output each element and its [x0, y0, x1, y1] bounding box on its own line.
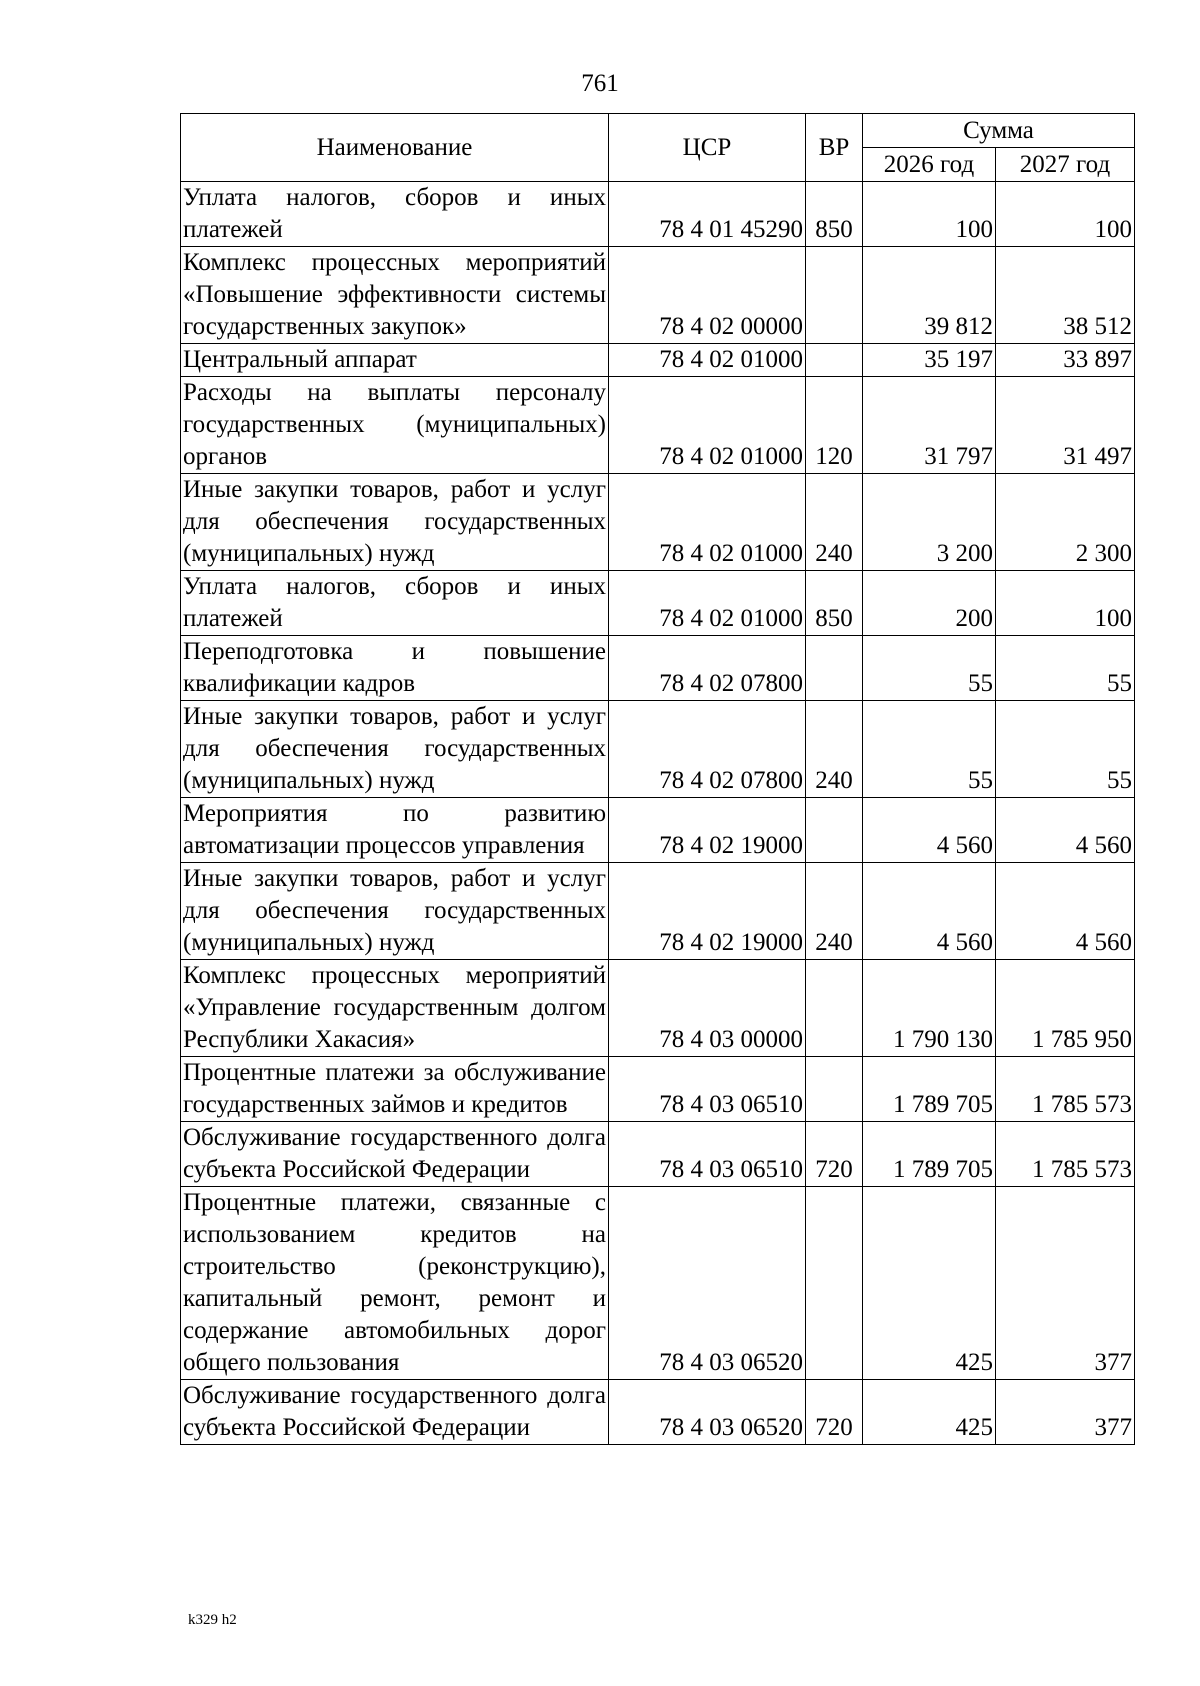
page-number: 761 — [581, 70, 619, 97]
row-sum-2027: 55 — [996, 636, 1135, 701]
row-sum-2026: 3 200 — [863, 474, 996, 571]
row-sum-2027: 377 — [996, 1187, 1135, 1380]
row-sum-2027: 1 785 573 — [996, 1057, 1135, 1122]
table-row — [181, 377, 1135, 474]
row-name: Уплата налогов, сборов и иных платежей — [181, 182, 609, 247]
row-sum-2027: 31 497 — [996, 377, 1135, 474]
row-sum-2026: 55 — [863, 636, 996, 701]
row-name: Процентные платежи, связанные с использованием кредитов на строительство (реконструкцию), капитальный ремонт, ремонт и содержание автомобильных дорог общего пользования — [181, 1187, 609, 1380]
row-vr: 240 — [806, 863, 863, 960]
row-vr: 850 — [806, 182, 863, 247]
row-csr: 78 4 02 07800 — [609, 701, 806, 798]
table-row — [181, 344, 1135, 377]
row-csr: 78 4 02 19000 — [609, 798, 806, 863]
row-vr: 240 — [806, 474, 863, 571]
row-name: Обслуживание государственного долга субъекта Российской Федерации — [181, 1380, 609, 1445]
row-vr — [806, 960, 863, 1057]
table-row — [181, 1122, 1135, 1187]
row-sum-2027: 100 — [996, 182, 1135, 247]
row-name: Процентные платежи за обслуживание государственных займов и кредитов — [181, 1057, 609, 1122]
row-sum-2026: 100 — [863, 182, 996, 247]
table-row — [181, 863, 1135, 960]
table-body — [181, 182, 1135, 1445]
row-sum-2026: 4 560 — [863, 863, 996, 960]
row-sum-2026: 4 560 — [863, 798, 996, 863]
row-name: Расходы на выплаты персоналу государственных (муниципальных) органов — [181, 377, 609, 474]
row-sum-2026: 425 — [863, 1187, 996, 1380]
row-sum-2026: 1 789 705 — [863, 1057, 996, 1122]
row-sum-2027: 4 560 — [996, 798, 1135, 863]
row-csr: 78 4 02 01000 — [609, 377, 806, 474]
row-csr: 78 4 02 01000 — [609, 474, 806, 571]
header-year-2026: 2026 год — [863, 148, 996, 182]
row-csr: 78 4 03 00000 — [609, 960, 806, 1057]
row-csr: 78 4 03 06510 — [609, 1057, 806, 1122]
header-sum: Сумма — [863, 114, 1135, 148]
row-csr: 78 4 02 19000 — [609, 863, 806, 960]
row-csr: 78 4 02 00000 — [609, 247, 806, 344]
row-vr — [806, 247, 863, 344]
row-name: Комплекс процессных мероприятий «Повышение эффективности системы государственных закупок» — [181, 247, 609, 344]
row-sum-2026: 55 — [863, 701, 996, 798]
row-name: Центральный аппарат — [181, 344, 609, 377]
row-sum-2026: 31 797 — [863, 377, 996, 474]
row-sum-2027: 100 — [996, 571, 1135, 636]
row-name: Иные закупки товаров, работ и услуг для обеспечения государственных (муниципальных) нужд — [181, 474, 609, 571]
header-csr: ЦСР — [609, 114, 806, 182]
row-sum-2027: 1 785 950 — [996, 960, 1135, 1057]
row-csr: 78 4 03 06520 — [609, 1187, 806, 1380]
row-name: Мероприятия по развитию автоматизации процессов управления — [181, 798, 609, 863]
table-row — [181, 247, 1135, 344]
row-sum-2027: 33 897 — [996, 344, 1135, 377]
row-csr: 78 4 01 45290 — [609, 182, 806, 247]
row-sum-2026: 200 — [863, 571, 996, 636]
row-vr: 240 — [806, 701, 863, 798]
row-vr — [806, 1057, 863, 1122]
table-row — [181, 1057, 1135, 1122]
table-row — [181, 571, 1135, 636]
row-csr: 78 4 02 01000 — [609, 344, 806, 377]
row-name: Иные закупки товаров, работ и услуг для обеспечения государственных (муниципальных) нужд — [181, 863, 609, 960]
row-sum-2026: 39 812 — [863, 247, 996, 344]
row-vr — [806, 344, 863, 377]
row-sum-2026: 1 790 130 — [863, 960, 996, 1057]
header-name: Наименование — [181, 114, 609, 182]
row-vr — [806, 798, 863, 863]
row-sum-2027: 4 560 — [996, 863, 1135, 960]
row-vr: 720 — [806, 1122, 863, 1187]
row-vr — [806, 636, 863, 701]
row-sum-2026: 35 197 — [863, 344, 996, 377]
row-vr: 120 — [806, 377, 863, 474]
table-row — [181, 636, 1135, 701]
row-sum-2026: 1 789 705 — [863, 1122, 996, 1187]
row-sum-2026: 425 — [863, 1380, 996, 1445]
budget-table — [180, 113, 1135, 1445]
row-sum-2027: 55 — [996, 701, 1135, 798]
row-vr — [806, 1187, 863, 1380]
row-vr: 850 — [806, 571, 863, 636]
row-csr: 78 4 03 06520 — [609, 1380, 806, 1445]
header-year-2027: 2027 год — [996, 148, 1135, 182]
row-csr: 78 4 02 07800 — [609, 636, 806, 701]
table-row — [181, 960, 1135, 1057]
table-row — [181, 474, 1135, 571]
table-row — [181, 1380, 1135, 1445]
table-row — [181, 701, 1135, 798]
row-sum-2027: 2 300 — [996, 474, 1135, 571]
row-vr: 720 — [806, 1380, 863, 1445]
table-row — [181, 798, 1135, 863]
row-sum-2027: 1 785 573 — [996, 1122, 1135, 1187]
row-sum-2027: 38 512 — [996, 247, 1135, 344]
row-csr: 78 4 03 06510 — [609, 1122, 806, 1187]
row-csr: 78 4 02 01000 — [609, 571, 806, 636]
header-vr: ВР — [806, 114, 863, 182]
row-name: Обслуживание государственного долга субъекта Российской Федерации — [181, 1122, 609, 1187]
table-row — [181, 1187, 1135, 1380]
table-row — [181, 182, 1135, 247]
row-name: Иные закупки товаров, работ и услуг для обеспечения государственных (муниципальных) нужд — [181, 701, 609, 798]
row-sum-2027: 377 — [996, 1380, 1135, 1445]
row-name: Уплата налогов, сборов и иных платежей — [181, 571, 609, 636]
footer-code: k329 h2 — [188, 1612, 237, 1628]
row-name: Переподготовка и повышение квалификации кадров — [181, 636, 609, 701]
row-name: Комплекс процессных мероприятий «Управление государственным долгом Республики Хакасия» — [181, 960, 609, 1057]
